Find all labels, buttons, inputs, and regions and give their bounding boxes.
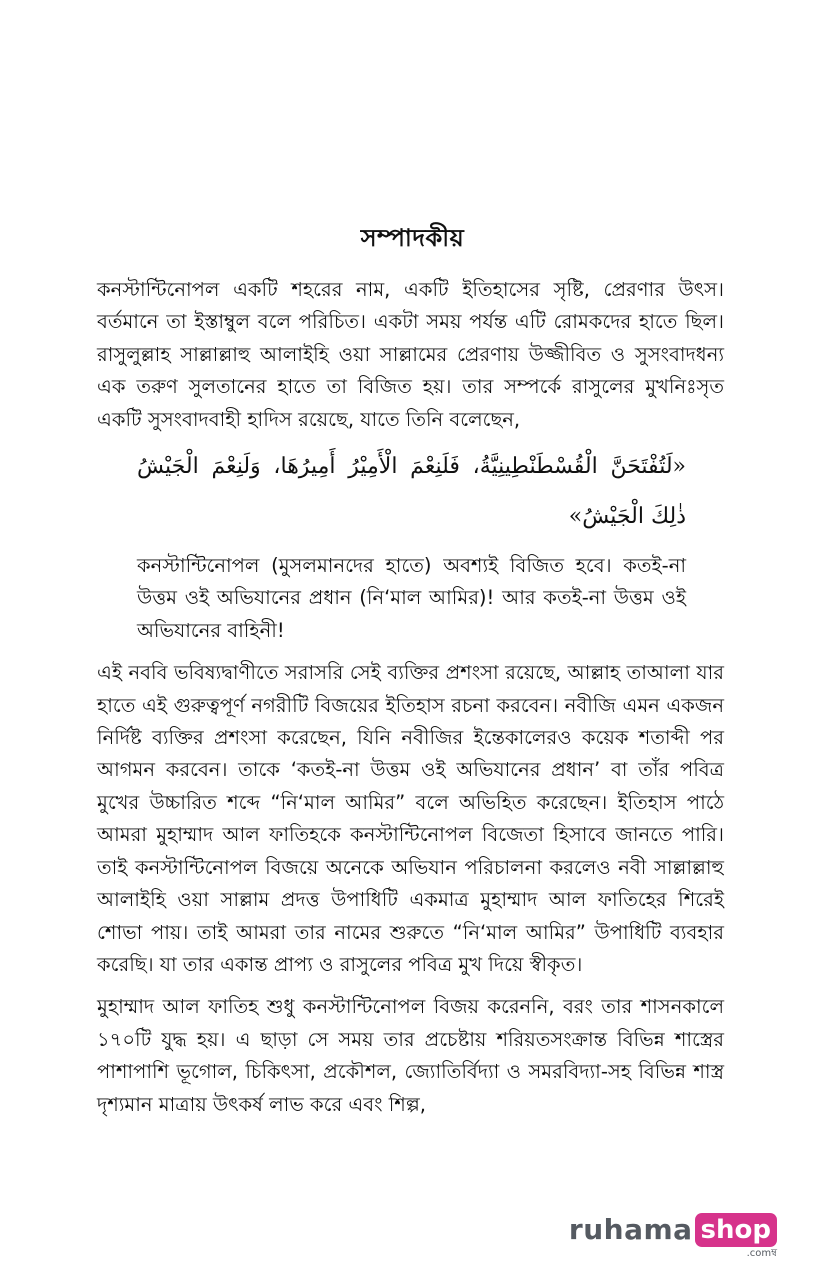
logo-domain-suffix: .comম্ব [746, 1248, 777, 1259]
paragraph-achievements: মুহাম্মাদ আল ফাতিহ শুধু কনস্টান্টিনোপল বিজয় করেননি, বরং তার শাসনকালে ১৭০টি যুদ্ধ হয়। এ ছাড়া সে সময় তার প্রচেষ্টায় শরিয়তসংক্রান্ত বিভিন্ন শাস্ত্রের পাশাপাশি ভূগোল, চিকিৎসা, প্রকৌশল, জ্যোতির্বিদ্যা ও সমরবিদ্যা-সহ বিভিন্ন শাস্ত্র দৃশ্যমান মাত্রায় উৎকর্ষ লাভ করে এবং শিল্প, [97, 995, 724, 1116]
ruhamashop-watermark-logo [569, 1213, 777, 1260]
body-text [97, 274, 724, 1121]
page-title: সম্পাদকীয় [360, 224, 465, 252]
logo-word-shop: shop [695, 1213, 777, 1247]
hadith-translation: কনস্টান্টিনোপল (মুসলমানদের হাতে) অবশ্যই বিজিত হবে। কতই-না উত্তম ওই অভিযানের প্রধান (নি‘মাল আমির)! আর কতই-না উত্তম ওই অভিযানের বাহিনী! [137, 554, 686, 642]
paragraph-intro: কনস্টান্টিনোপল একটি শহরের নাম, একটি ইতিহাসের সৃষ্টি, প্রেরণার উৎস। বর্তমানে তা ইস্তাম্বুল বলে পরিচিত। একটা সময় পর্যন্ত এটি রোমকদের হাতে ছিল। রাসুলুল্লাহ সাল্লাল্লাহু আলাইহি ওয়া সাল্লামের প্রেরণায় উজ্জীবিত ও সুসংবাদধন্য এক তরুণ সুলতানের হাতে তা বিজিত হয়। তার সম্পর্কে রাসুলের মুখনিঃসৃত একটি সুসংবাদবাহী হাদিস রয়েছে, যাতে তিনি বলেছেন, [97, 278, 724, 431]
paragraph-prophecy: এই নববি ভবিষ্যদ্বাণীতে সরাসরি সেই ব্যক্তির প্রশংসা রয়েছে, আল্লাহ তাআলা যার হাতে এই গুরুত্বপূর্ণ নগরীটি বিজয়ের ইতিহাস রচনা করবেন। নবীজি এমন একজন নির্দিষ্ট ব্যক্তির প্রশংসা করেছেন, যিনি নবীজির ইন্তেকালেরও কয়েক শতাব্দী পর আগমন করবেন। তাকে ‘কতই-না উত্তম ওই অভিযানের প্রধান’ বা তাঁর পবিত্র মুখের উচ্চারিত শব্দে “নি‘মাল আমির” বলে অভিহিত করেছেন। ইতিহাস পাঠে আমরা মুহাম্মাদ আল ফাতিহকে কনস্টান্টিনোপল বিজেতা হিসাবে জানতে পারি। তাই কনস্টান্টিনোপল বিজয়ে অনেকে অভিযান পরিচালনা করলেও নবী সাল্লাল্লাহু আলাইহি ওয়া সাল্লাম প্রদত্ত উপাধিটি একমাত্র মুহাম্মাদ আল ফাতিহের শিরেই শোভা পায়। তাই আমরা তার নামের শুরুতে “নি‘মাল আমির” উপাধিটি ব্যবহার করেছি। যা তার একান্ত প্রাপ্য ও রাসুলের পবিত্র মুখ দিয়ে স্বীকৃত। [97, 661, 724, 976]
hadith-arabic-text: «لَتُفْتَحَنَّ الْقُسْطَنْطِينِيَّةُ، فَلَنِعْمَ الْأَمِيْرُ أَمِيرُهَا، وَلَنِعْمَ الْجَيْشُ ذٰلِكَ الْجَيْشُ» [137, 454, 686, 530]
logo-word-ruhama: ruhama [568, 1213, 693, 1246]
logo-shop-group [695, 1213, 777, 1260]
